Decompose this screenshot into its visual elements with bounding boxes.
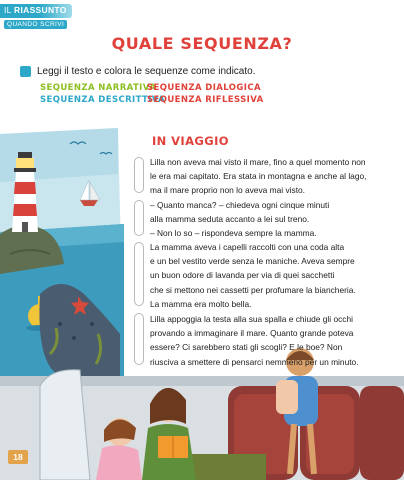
text-line: che si mettono nei cassetti per profumare la biancheria. (150, 284, 356, 295)
text-line: Lilla non aveva mai visto il mare, fino a quel momento non (150, 157, 366, 167)
text-line: essere? Ci sarebbero stati gli scogli? E le boe? Non (150, 342, 343, 353)
instruction (20, 66, 255, 77)
legend-narrativa: SEQUENZA NARRATIVA (40, 83, 157, 93)
text-line: riusciva a smettere di pensarci nemmeno per un minuto. (150, 356, 359, 367)
text-line: – Non lo so – rispondeva sempre la mamma. (150, 228, 317, 239)
color-marker-4[interactable] (134, 313, 144, 365)
legend-descrittiva: SEQUENZA DESCRITTIVA (40, 95, 166, 105)
story-paragraph (150, 155, 390, 198)
text-line: La mamma aveva i capelli raccolti con una coda alta (150, 242, 345, 252)
legend-riflessiva: SEQUENZA RIFLESSIVA (147, 95, 264, 105)
story-paragraph (150, 198, 390, 241)
text-line: ma il mare proprio non lo aveva mai visto. (150, 185, 306, 196)
text-line: – Quanto manca? – chiedeva ogni cinque minuti (150, 200, 330, 210)
subsection-label: QUANDO SCRIVI (4, 20, 67, 29)
text-line: La mamma era molto bella. (150, 298, 252, 309)
text-line: Lilla appoggia la testa alla sua spalla e chiude gli occhi (150, 314, 353, 324)
section-label (4, 5, 67, 15)
text-line: alla mamma seduta accanto a lei sul treno. (150, 214, 310, 225)
story-paragraph (150, 312, 390, 369)
bullet-square-icon (20, 66, 31, 77)
color-marker-3[interactable] (134, 242, 144, 306)
page-title: QUALE SEQUENZA? (111, 34, 293, 53)
story-title: IN VIAGGIO (152, 134, 229, 148)
legend-dialogica: SEQUENZA DIALOGICA (147, 83, 261, 93)
text-line: provando a immaginare il mare. Quanto grande poteva (150, 328, 354, 339)
text-line: e un bel vestito verde senza le maniche. Aveva sempre (150, 256, 355, 267)
section-header (0, 0, 72, 38)
color-marker-1[interactable] (134, 157, 144, 193)
text-line: le era mai capitato. Era stata in montagna e anche al lago, (150, 171, 367, 182)
section-prefix: IL (4, 5, 15, 15)
color-marker-2[interactable] (134, 200, 144, 236)
text-line: un buon odore di lavanda per via di quei sacchetti (150, 270, 335, 281)
story-paragraph (150, 240, 390, 311)
page-number: 18 (8, 450, 28, 464)
section-name: RIASSUNTO (14, 5, 67, 15)
instruction-text: Leggi il testo e colora le sequenze come indicato. (37, 66, 256, 77)
